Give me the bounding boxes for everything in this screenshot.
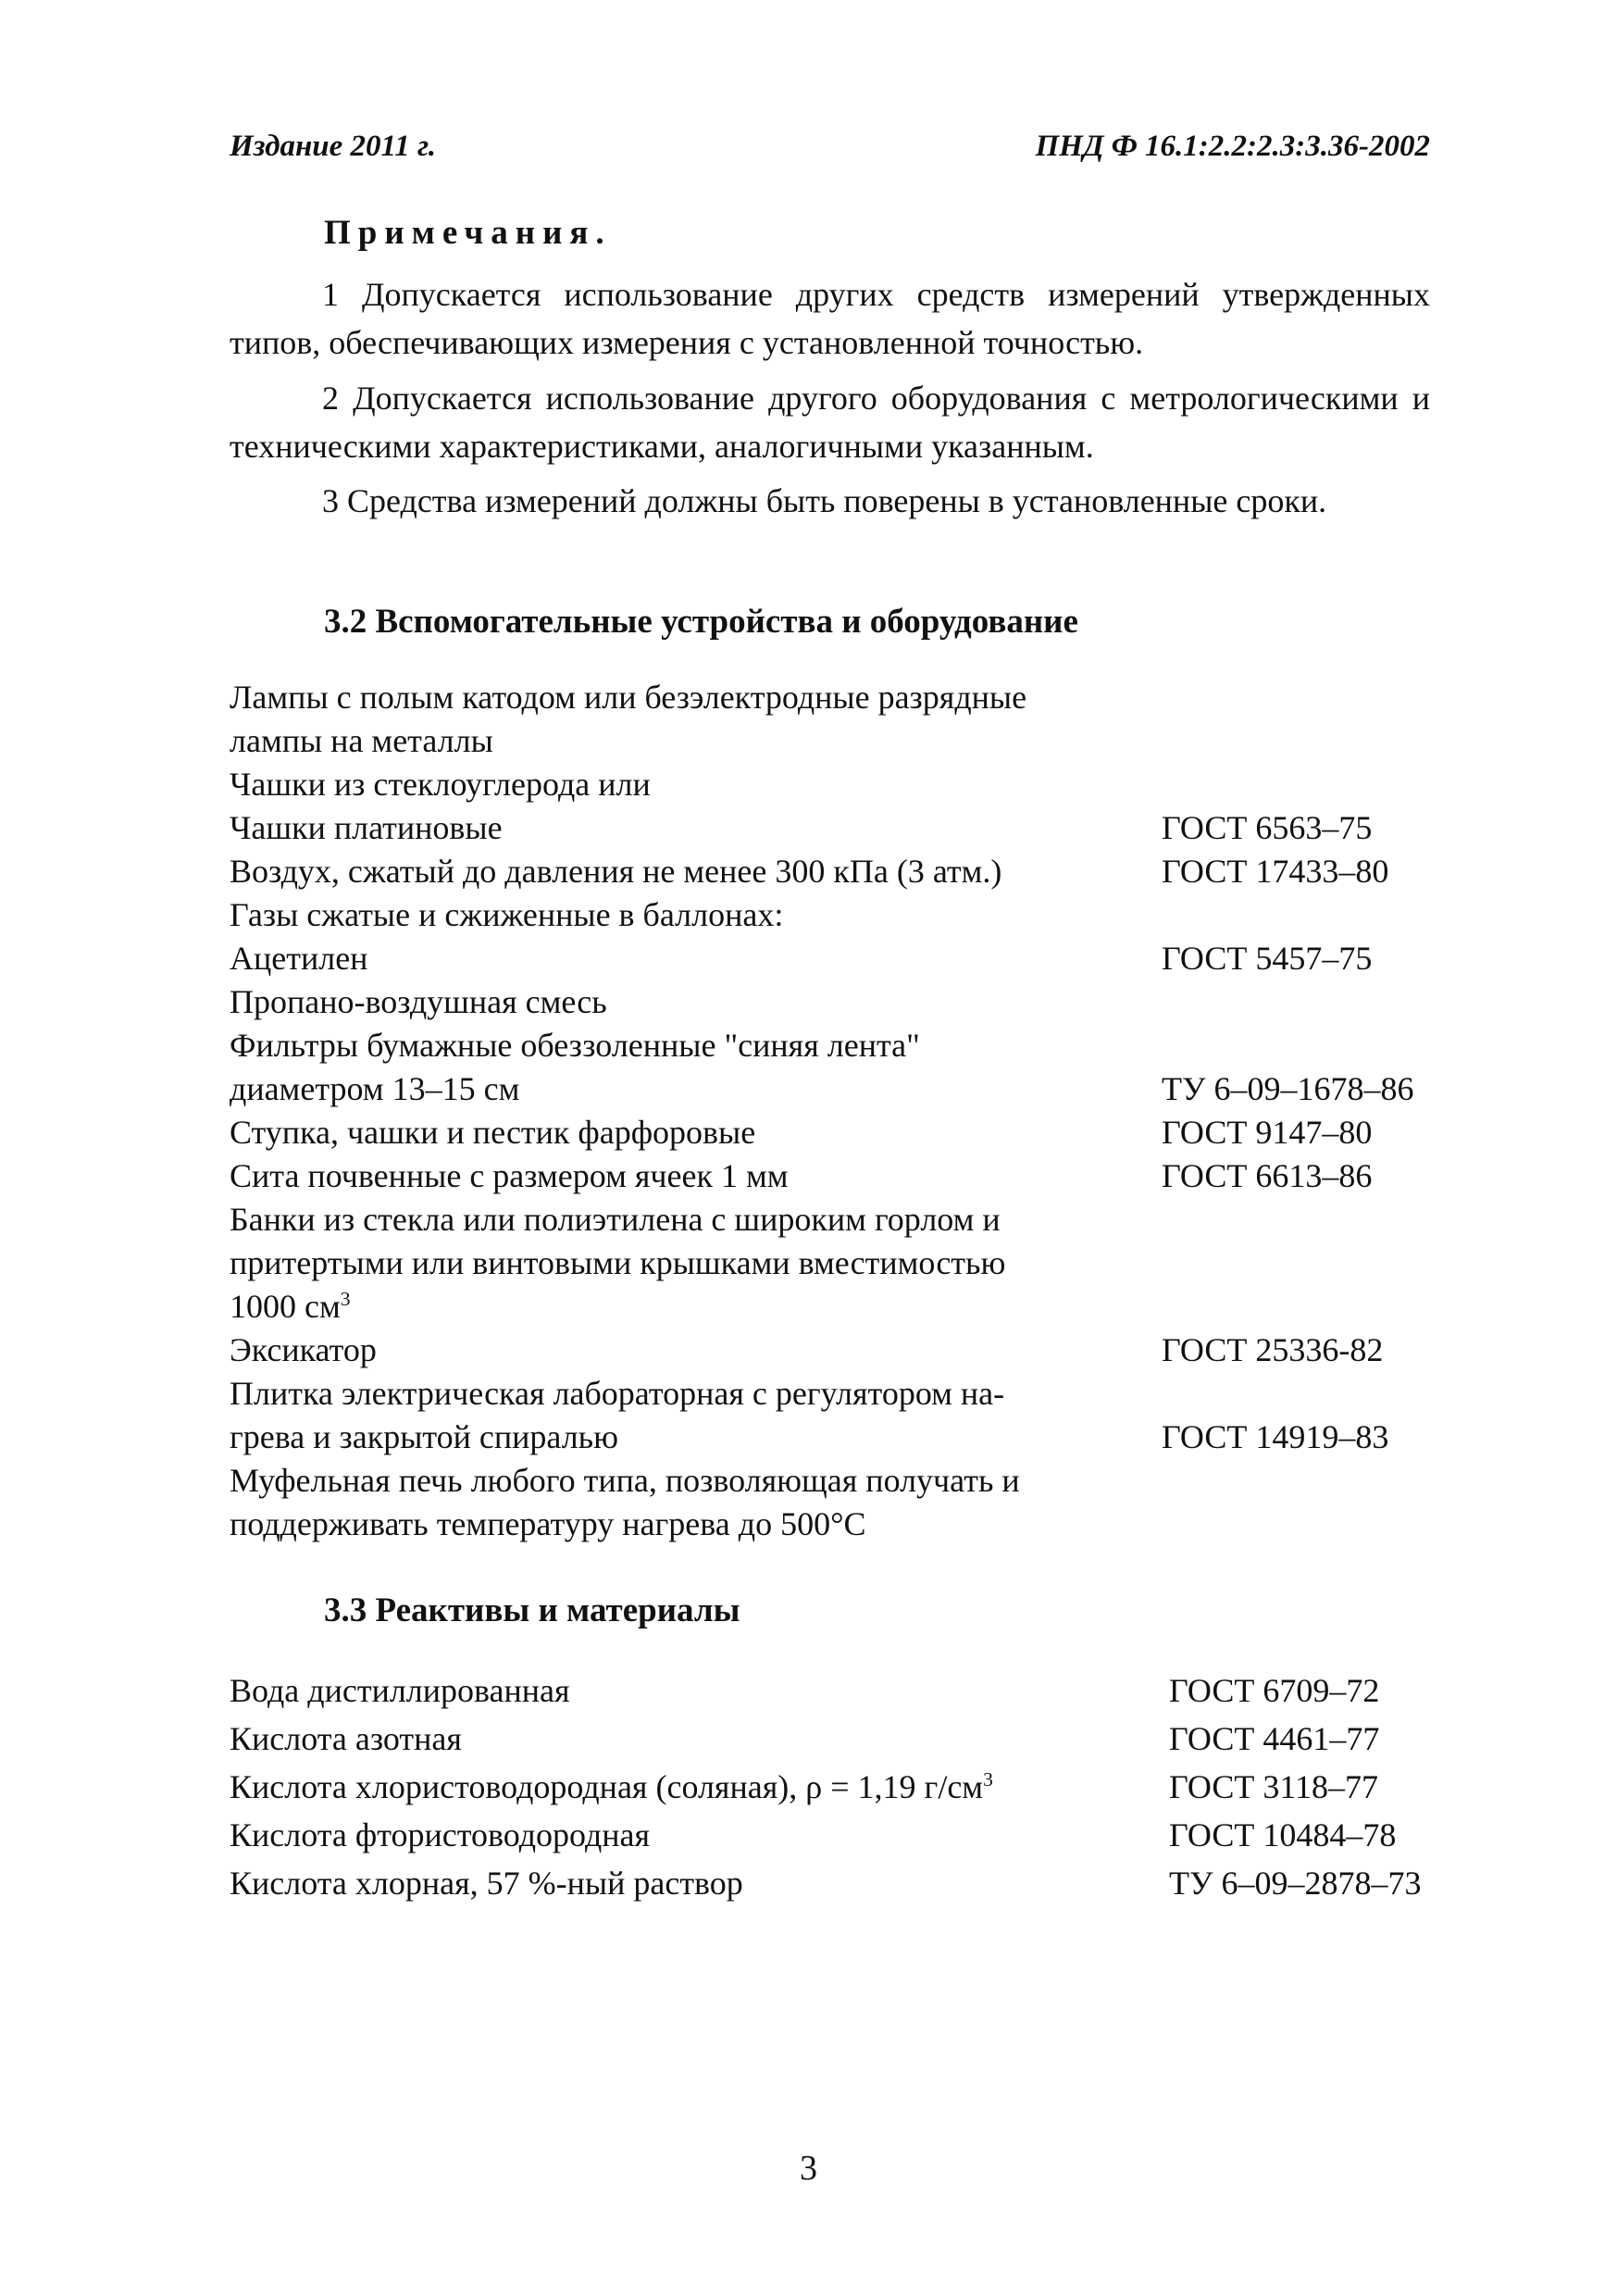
list-item [230, 1154, 1451, 1198]
item-name [230, 850, 1001, 893]
superscript: 3 [983, 1768, 993, 1791]
item-name [230, 1024, 920, 1067]
page-number: 3 [800, 2149, 817, 2188]
standard-ref: ГОСТ 25336-82 [1162, 1331, 1384, 1368]
standard-ref: ГОСТ 3118–77 [1169, 1768, 1379, 1805]
standard-ref: ТУ 6–09–2878–73 [1169, 1865, 1422, 1902]
item-name-text: Ступка, чашки и пестик фарфоровые [230, 1114, 756, 1151]
reagents-list [230, 1666, 1451, 1907]
list-item [230, 1024, 1451, 1067]
equipment-list [230, 676, 1451, 1546]
section-3-2-title: 3.2 Вспомогательные устройства и оборудование [324, 603, 1078, 641]
item-name [230, 1416, 618, 1459]
list-item [230, 1503, 1451, 1546]
item-name [230, 1372, 1004, 1416]
list-item [230, 1715, 1451, 1763]
item-name-text: Муфельная печь любого типа, позволяющая получать и [230, 1462, 1020, 1499]
item-name-text: Вода дистиллированная [230, 1672, 570, 1709]
edition-label: Издание 2011 г. [230, 130, 436, 163]
item-name [230, 1503, 865, 1546]
list-item [230, 1242, 1451, 1285]
item-name [230, 1459, 1020, 1503]
item-name-text: Газы сжатые и сжиженные в баллонах: [230, 896, 784, 933]
section-3-3-title: 3.3 Реактивы и материалы [324, 1591, 740, 1629]
standard-ref: ТУ 6–09–1678–86 [1162, 1070, 1414, 1107]
item-name-text: Кислота фтористоводородная [230, 1816, 651, 1853]
standard-ref: ГОСТ 6563–75 [1162, 809, 1373, 846]
item-name [230, 1285, 351, 1329]
item-name [230, 719, 493, 763]
item-name-text: Сита почвенные с размером ячеек 1 мм [230, 1157, 789, 1194]
standard-ref: ГОСТ 17433–80 [1162, 853, 1389, 890]
item-name-text: Пропано-воздушная смесь [230, 983, 607, 1020]
list-item [230, 1859, 1451, 1907]
list-item [230, 850, 1451, 893]
item-name-text: Воздух, сжатый до давления не менее 300 кПа (3 атм.) [230, 853, 1002, 890]
item-name-text: Плитка электрическая лабораторная с регулятором на- [230, 1375, 1005, 1412]
note-item-1: 1 Допускается использование других средств измерений утвержденных типов, обеспечивающих измерения с установленной точностью. [230, 276, 1430, 361]
item-name-text: Кислота азотная [230, 1720, 462, 1757]
item-name-text: грева и закрытой спиралью [230, 1418, 618, 1455]
list-item [230, 1459, 1451, 1503]
item-name-text: Чашки из стеклоуглерода или [230, 766, 651, 803]
item-name-text: Лампы с полым катодом или безэлектродные разрядные [230, 679, 1027, 716]
item-name [230, 1763, 993, 1811]
list-item [230, 1666, 1451, 1715]
document-code: ПНД Ф 16.1:2.2:2.3:3.36-2002 [1035, 130, 1430, 163]
item-name-text: Фильтры бумажные обеззоленные "синяя лента" [230, 1027, 920, 1064]
list-item [230, 1763, 1451, 1811]
list-item [230, 937, 1451, 980]
list-item [230, 676, 1451, 719]
item-name-text: диаметром 13–15 см [230, 1070, 520, 1107]
item-name [230, 1198, 1001, 1242]
list-item [230, 719, 1451, 763]
list-item [230, 1111, 1451, 1154]
list-item [230, 980, 1451, 1024]
notes-title: Примечания. [324, 214, 612, 252]
item-name-text: лампы на металлы [230, 722, 493, 759]
standard-ref: ГОСТ 4461–77 [1169, 1720, 1380, 1757]
item-name [230, 1111, 755, 1154]
item-name [230, 763, 651, 806]
item-name [230, 1715, 462, 1763]
standard-ref: ГОСТ 6613–86 [1162, 1157, 1373, 1194]
item-name [230, 1811, 650, 1859]
item-name-text: притертыми или винтовыми крышками вместимостью [230, 1244, 1006, 1281]
standard-ref: ГОСТ 14919–83 [1162, 1418, 1389, 1455]
item-name-text: Чашки платиновые [230, 809, 503, 846]
item-name [230, 1242, 1005, 1285]
item-name-text: Банки из стекла или полиэтилена с широким горлом и [230, 1201, 1001, 1238]
item-name [230, 980, 607, 1024]
standard-ref: ГОСТ 6709–72 [1169, 1672, 1380, 1709]
note-item-2: 2 Допускается использование другого оборудования с метрологическими и техническими характеристиками, аналогичными указанным. [230, 380, 1430, 465]
item-name [230, 1154, 789, 1198]
list-item [230, 1329, 1451, 1372]
note-item-3: 3 Средства измерений должны быть поверены в установленные сроки. [322, 482, 1327, 519]
item-name [230, 937, 367, 980]
item-name [230, 1666, 570, 1715]
item-name [230, 893, 783, 937]
list-item [230, 1198, 1451, 1242]
item-name-text: Эксикатор [230, 1331, 377, 1368]
item-name-text: Кислота хлорная, 57 %-ный раствор [230, 1865, 743, 1902]
item-name [230, 676, 1026, 719]
item-name [230, 806, 503, 850]
list-item [230, 1416, 1451, 1459]
list-item [230, 1285, 1451, 1329]
item-name [230, 1067, 519, 1111]
item-name-text: Кислота хлористоводородная (соляная), ρ = 1,19 г/см [230, 1768, 984, 1805]
list-item [230, 763, 1451, 806]
list-item [230, 806, 1451, 850]
superscript: 3 [340, 1288, 351, 1310]
item-name [230, 1859, 743, 1907]
list-item [230, 1811, 1451, 1859]
item-name-text: Ацетилен [230, 940, 368, 977]
list-item [230, 893, 1451, 937]
list-item [230, 1372, 1451, 1416]
item-name-text: поддерживать температуру нагрева до 500°С [230, 1505, 866, 1542]
list-item [230, 1067, 1451, 1111]
item-name [230, 1329, 377, 1372]
standard-ref: ГОСТ 10484–78 [1169, 1816, 1397, 1853]
standard-ref: ГОСТ 5457–75 [1162, 940, 1373, 977]
standard-ref: ГОСТ 9147–80 [1162, 1114, 1373, 1151]
item-name-text: 1000 см [230, 1288, 341, 1325]
